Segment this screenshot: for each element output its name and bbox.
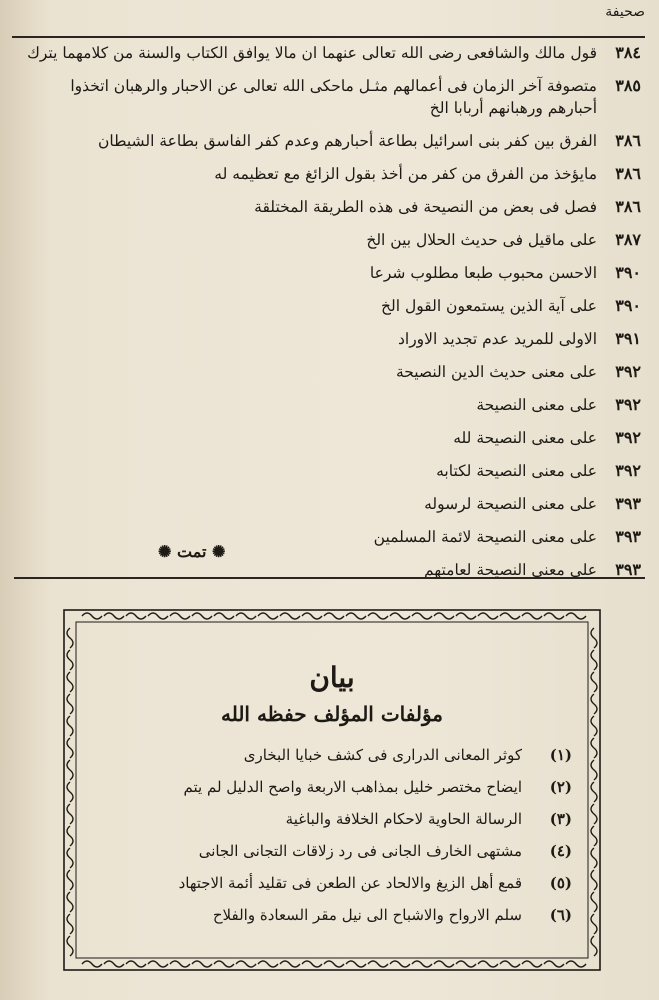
ornament-icon: ✺ xyxy=(158,542,172,561)
toc-page-number: ٣٩٠ xyxy=(615,263,641,282)
section-rule xyxy=(14,577,645,579)
toc-page-number: ٣٩٢ xyxy=(615,461,641,480)
toc-entry xyxy=(21,196,641,218)
toc-entry xyxy=(21,229,641,251)
toc-entry-text: على معنى النصيحة لعامتهم xyxy=(424,561,597,579)
toc-entry xyxy=(21,262,641,284)
work-number: (٥) xyxy=(549,874,572,892)
toc-entry xyxy=(21,394,641,416)
toc-entry-text: متصوفة آخر الزمان فى أعمالهم مثـل ماحكى الله تعالى عن الاحبار والرهبان اتخذوا أحبارهم ورهبانهم أربابا الخ xyxy=(70,77,597,117)
work-number: (٣) xyxy=(549,810,572,828)
toc-entry xyxy=(21,427,641,449)
toc-page-number: ٣٨٤ xyxy=(615,43,641,62)
page-column-header: صحيفة xyxy=(605,4,645,20)
toc-entry xyxy=(21,526,641,548)
toc-entry-text: مايؤخذ من الفرق من كفر من أخذ بقول الزائغ مع تعظيمه له xyxy=(214,165,597,183)
work-title: كوثر المعانى الدرارى فى كشف خبايا البخارى xyxy=(243,746,522,764)
table-of-contents xyxy=(21,42,641,592)
toc-page-number: ٣٩١ xyxy=(615,329,641,348)
toc-entry xyxy=(21,42,641,64)
toc-entry-text: الفرق بين كفر بنى اسرائيل بطاعة أحبارهم وعدم كفر الفاسق بطاعة الشيطان xyxy=(98,132,597,150)
toc-page-number: ٣٨٥ xyxy=(615,76,641,95)
toc-entry-text: على معنى النصيحة لائمة المسلمين xyxy=(373,528,597,546)
toc-entry-text: فصل فى بعض من النصيحة فى هذه الطريقة المختلقة xyxy=(254,198,597,216)
work-title: الرسالة الحاوية لاحكام الخلافة والباغية xyxy=(285,810,522,828)
work-item xyxy=(92,808,572,830)
work-title: مشتهى الخارف الجانى فى رد زلاقات التجانى الجانى xyxy=(198,842,522,860)
toc-page-number: ٣٨٦ xyxy=(615,197,641,216)
toc-entry-text: الاحسن محبوب طبعا مطلوب شرعا xyxy=(369,264,597,282)
toc-page-number: ٣٩٢ xyxy=(615,395,641,414)
work-title: قمع أهل الزيغ والالحاد عن الطعن فى تقليد أئمة الاجتهاد xyxy=(178,874,522,892)
toc-entry-text: على معنى حديث الدين النصيحة xyxy=(395,363,597,381)
work-number: (٦) xyxy=(549,906,572,924)
toc-page-number: ٣٩٢ xyxy=(615,428,641,447)
toc-page-number: ٣٩٣ xyxy=(615,560,641,579)
work-title: سلم الارواح والاشباح الى نيل مقر السعادة والفلاح xyxy=(212,906,522,924)
toc-page-number: ٣٨٦ xyxy=(615,131,641,150)
toc-entry-text: على معنى النصيحة لكتابه xyxy=(436,462,597,480)
ornament-icon: ✺ xyxy=(211,542,226,561)
toc-entry-text: قول مالك والشافعى رضى الله تعالى عنهما ان مالا يوافق الكتاب والسنة من كلامهما يترك xyxy=(27,44,597,62)
toc-entry xyxy=(21,75,641,119)
toc-page-number: ٣٨٧ xyxy=(615,230,641,249)
box-subtitle: مؤلفات المؤلف حفظه الله xyxy=(220,702,443,726)
toc-entry-text: على آية الذين يستمعون القول الخ xyxy=(381,297,597,315)
toc-page-number: ٣٩٢ xyxy=(615,362,641,381)
work-item xyxy=(92,776,572,798)
toc-page-number: ٣٩٣ xyxy=(615,527,641,546)
work-number: (١) xyxy=(549,746,572,764)
work-item xyxy=(92,904,572,926)
toc-entry xyxy=(21,130,641,152)
work-number: (٢) xyxy=(549,778,572,796)
works-list xyxy=(92,744,572,926)
toc-entry xyxy=(21,361,641,383)
works-frame xyxy=(58,604,606,976)
header-rule xyxy=(12,36,645,38)
toc-entry xyxy=(21,295,641,317)
toc-page-number: ٣٨٦ xyxy=(615,164,641,183)
toc-entry xyxy=(21,460,641,482)
toc-entry xyxy=(21,328,641,350)
toc-entry-text: على معنى النصيحة لله xyxy=(453,429,597,447)
end-mark xyxy=(158,542,225,561)
work-item xyxy=(92,744,572,766)
toc-page-number: ٣٩٠ xyxy=(615,296,641,315)
box-title: بيان xyxy=(309,661,355,694)
work-item xyxy=(92,872,572,894)
toc-entry xyxy=(21,163,641,185)
works-panel xyxy=(92,660,572,952)
end-mark-text: تمت xyxy=(176,542,207,561)
toc-entry-text: الاولى للمريد عدم تجديد الاوراد xyxy=(397,330,597,348)
work-number: (٤) xyxy=(549,842,572,860)
work-title: ايضاح مختصر خليل بمذاهب الاربعة واصح الدليل لم يتم xyxy=(183,778,522,796)
toc-page-number: ٣٩٣ xyxy=(615,494,641,513)
toc-entry xyxy=(21,493,641,515)
toc-entry-text: على معنى النصيحة xyxy=(476,396,597,414)
toc-entry-text: على ماقيل فى حديث الحلال بين الخ xyxy=(366,231,597,249)
toc-entry-text: على معنى النصيحة لرسوله xyxy=(424,495,597,513)
work-item xyxy=(92,840,572,862)
